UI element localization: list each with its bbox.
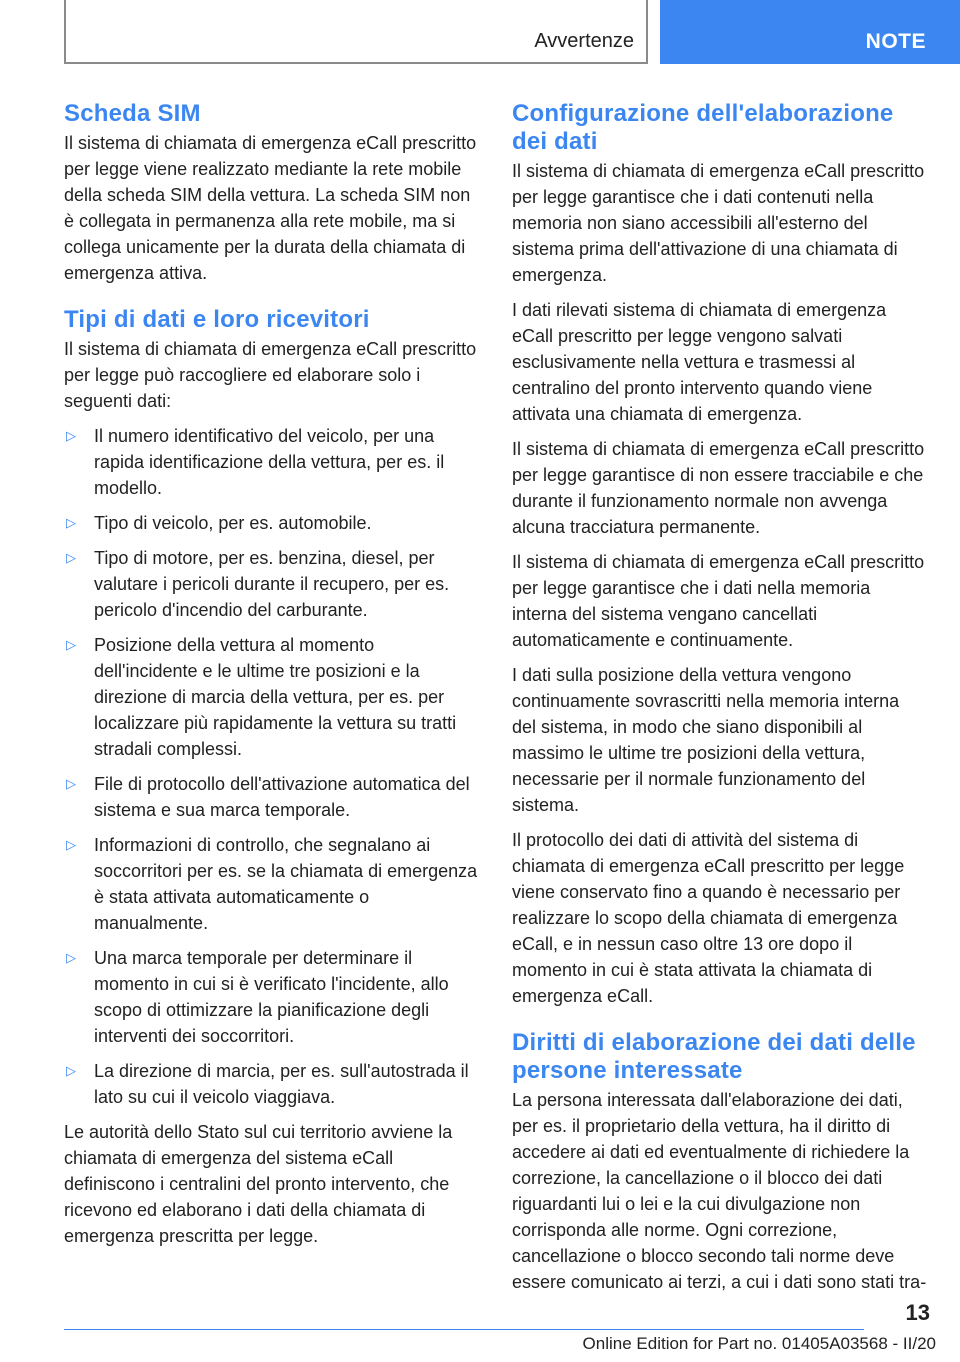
heading-scheda-sim: Scheda SIM	[64, 100, 201, 127]
list-item-text: La direzione di marcia, per es. sull'autostrada il lato su cui il veicolo viaggiava.	[94, 1061, 469, 1107]
list-item	[64, 945, 480, 1049]
list-item	[64, 832, 480, 936]
page-number: 13	[905, 1300, 930, 1325]
paragraph: Il protocollo dei dati di attività del sistema di chiamata di emergenza eCall prescritto per legge viene conservato fino a quando è necessario per realizzare lo scopo della chiamata di emergenza eCall, e in nessun caso oltre 13 ore dopo il momento in cui è stata attivata la chiamata di emergenza eCall.	[512, 830, 905, 1006]
heading-configurazione: Configurazione dell'elaborazione dei dati	[512, 100, 894, 155]
list-item-text: File di protocollo dell'attivazione automatica del sistema e sua marca temporale.	[94, 774, 470, 820]
paragraph: I dati sulla posizione della vettura vengono continuamente sovrascritti nella memoria interna del sistema, in modo che siano disponibili al massimo le ultime tre posizioni della vettura, necessarie per il normale funzionamento del sistema.	[512, 665, 900, 815]
list-item-text: Tipo di motore, per es. benzina, diesel, per valutare i pericoli durante il recupero, per es. pericolo d'incendio del carburante.	[94, 548, 450, 620]
triangle-bullet-icon: ▷	[66, 950, 76, 965]
list-item-text: Posizione della vettura al momento dell'incidente e le ultime tre posizioni e la direzione di marcia della vettura, per es. per localizzare più rapidamente la vettura su tratti stradali complessi.	[94, 635, 457, 759]
heading-tipi-di-dati: Tipi di dati e loro ricevitori	[64, 306, 370, 333]
paragraph: Il sistema di chiamata di emergenza eCall prescritto per legge può raccogliere ed elaborare solo i seguenti dati:	[64, 339, 477, 411]
triangle-bullet-icon: ▷	[66, 776, 76, 791]
footer-edition-link[interactable]: Online Edition for Part no. 01405A03568 - II/20	[582, 1334, 936, 1353]
paragraph: Il sistema di chiamata di emergenza eCall prescritto per legge garantisce che i dati nella memoria interna del sistema vengano cancellati automaticamente e continuamente.	[512, 552, 925, 650]
triangle-bullet-icon: ▷	[66, 837, 76, 852]
list-item	[64, 771, 480, 823]
paragraph: Il sistema di chiamata di emergenza eCall prescritto per legge garantisce che i dati contenuti nella memoria non siano accessibili all'esterno del sistema prima dell'attivazione di una chiamata di emergenza.	[512, 161, 925, 285]
list-item-text: Il numero identificativo del veicolo, per una rapida identificazione della vettura, per es. il modello.	[94, 426, 445, 498]
paragraph: La persona interessata dall'elaborazione dei dati, per es. il proprietario della vettura, ha il diritto di accedere ai dati ed eventualmente di richiedere la correzione, la cancellazione o il blocco dei dati riguardanti lui o lei e la cui divulgazione non corrisponda alle norme. Ogni correzione, cancellazione o blocco secondo tali norme deve essere comunicato ai terzi, a cui i dati sono stati tra-	[512, 1090, 927, 1292]
triangle-bullet-icon: ▷	[66, 550, 76, 565]
list-item	[64, 1058, 480, 1110]
right-column	[512, 100, 928, 1304]
list-item	[64, 423, 480, 501]
heading-diritti: Diritti di elaborazione dei dati delle persone interessate	[512, 1029, 916, 1084]
list-item-text: Una marca temporale per determinare il momento in cui si è verificato l'incidente, allo scopo di ottimizzare la pianificazione degli interventi dei soccorritori.	[94, 948, 449, 1046]
paragraph: Il sistema di chiamata di emergenza eCall prescritto per legge garantisce di non essere tracciabile e che durante il funzionamento normale non avvenga alcuna tracciatura permanente.	[512, 439, 925, 537]
list-item	[64, 510, 480, 536]
list-item-text: Tipo di veicolo, per es. automobile.	[94, 513, 372, 533]
list-item	[64, 545, 480, 623]
header-section-box	[64, 0, 648, 64]
triangle-bullet-icon: ▷	[66, 1063, 76, 1078]
paragraph: Il sistema di chiamata di emergenza eCall prescritto per legge viene realizzato mediante la rete mobile della scheda SIM della vettura. La scheda SIM non è collegata in permanenza alla rete mobile, ma si collega unicamente per la durata della chiamata di emergenza attiva.	[64, 133, 477, 283]
footer-divider	[64, 1329, 864, 1330]
header-chapter-tab[interactable]: NOTE	[660, 0, 960, 64]
list-item	[64, 632, 480, 762]
bullet-list	[64, 423, 480, 1110]
paragraph: Le autorità dello Stato sul cui territorio avviene la chiamata di emergenza del sistema eCall definiscono i centralini del pronto intervento, che ricevono ed elaborano i dati della chiamata di emergenza prescritta per legge.	[64, 1122, 453, 1246]
triangle-bullet-icon: ▷	[66, 637, 76, 652]
paragraph: I dati rilevati sistema di chiamata di emergenza eCall prescritto per legge vengono salvati esclusivamente nella vettura e trasmessi al centralino del pronto intervento quando viene attivata una chiamata di emergenza.	[512, 300, 887, 424]
list-item-text: Informazioni di controllo, che segnalano ai soccorritori per es. se la chiamata di emergenza è stata attivata automaticamente o manualmente.	[94, 835, 478, 933]
header-section-title: Avvertenze	[534, 30, 634, 52]
triangle-bullet-icon: ▷	[66, 515, 76, 530]
left-column	[64, 100, 480, 1258]
triangle-bullet-icon: ▷	[66, 428, 76, 443]
